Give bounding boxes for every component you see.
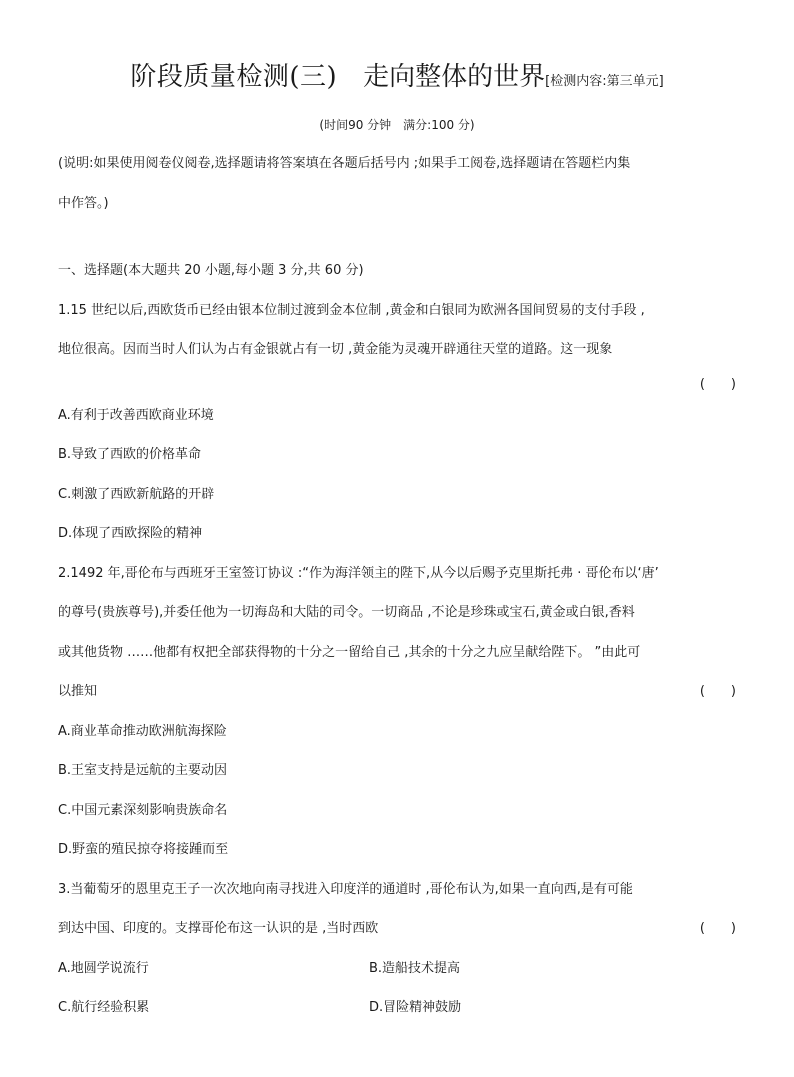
question-1-option-c: C.刺激了西欧新航路的开辟	[58, 487, 215, 502]
question-2-answer-paren[interactable]: ( )	[699, 684, 736, 699]
question-2-stem-line: 的尊号(贵族尊号),并委任他为一切海岛和大陆的司令。一切商品 ,不论是珍珠或宝石,黄金或白银,香料	[58, 605, 635, 620]
question-1-option-a: A.有利于改善西欧商业环境	[58, 408, 214, 423]
question-1-answer-paren[interactable]: ( )	[699, 377, 736, 392]
exam-info: (时间90 分钟 满分:100 分)	[319, 118, 475, 132]
title-note: [检测内容:第三单元]	[545, 74, 664, 89]
question-2-stem-line: 2.1492 年,哥伦布与西班牙王室签订协议 :“作为海洋领主的陛下,从今以后赐予克里斯托弗 · 哥伦布以‘唐’	[58, 566, 659, 581]
instructions-line: 中作答。)	[58, 196, 109, 211]
question-1-option-b: B.导致了西欧的价格革命	[58, 447, 202, 462]
question-2-option-b: B.王室支持是远航的主要动因	[58, 763, 228, 778]
question-3-stem-line: 到达中国、印度的。支撑哥伦布这一认识的是 ,当时西欧	[58, 921, 379, 936]
question-1-option-d: D.体现了西欧探险的精神	[58, 526, 203, 541]
question-1-stem-line: 1.15 世纪以后,西欧货币已经由银本位制过渡到金本位制 ,黄金和白银同为欧洲各国间贸易的支付手段 ,	[58, 303, 645, 318]
question-3-option-d: D.冒险精神鼓励	[369, 1000, 462, 1015]
question-2-option-c: C.中国元素深刻影响贵族命名	[58, 803, 228, 818]
section-heading: 一、选择题(本大题共 20 小题,每小题 3 分,共 60 分)	[58, 263, 364, 278]
question-3-answer-paren[interactable]: ( )	[699, 921, 736, 936]
question-2-option-a: A.商业革命推动欧洲航海探险	[58, 724, 227, 739]
question-2-stem-line: 或其他货物 ……他都有权把全部获得物的十分之一留给自己 ,其余的十分之九应呈献给陛下。 ”由此可	[58, 645, 641, 660]
title-main: 阶段质量检测(三)	[130, 62, 338, 92]
question-3-stem-line: 3.当葡萄牙的恩里克王子一次次地向南寻找进入印度洋的通道时 ,哥伦布认为,如果一直向西,是有可能	[58, 882, 633, 897]
question-3-option-b: B.造船技术提高	[369, 961, 461, 976]
question-3-option-a: A.地圆学说流行	[58, 961, 149, 976]
instructions-line: (说明:如果使用阅卷仪阅卷,选择题请将答案填在各题后括号内 ;如果手工阅卷,选择题请在答题栏内集	[58, 156, 631, 171]
document-title	[0, 56, 794, 93]
question-3-option-c: C.航行经验积累	[58, 1000, 150, 1015]
question-1-stem-line: 地位很高。因而当时人们认为占有金银就占有一切 ,黄金能为灵魂开辟通往天堂的道路。这一现象	[58, 342, 613, 357]
question-2-stem-line: 以推知	[58, 684, 98, 699]
question-2-option-d: D.野蛮的殖民掠夺将接踵而至	[58, 842, 229, 857]
title-sub: 走向整体的世界	[363, 62, 546, 92]
